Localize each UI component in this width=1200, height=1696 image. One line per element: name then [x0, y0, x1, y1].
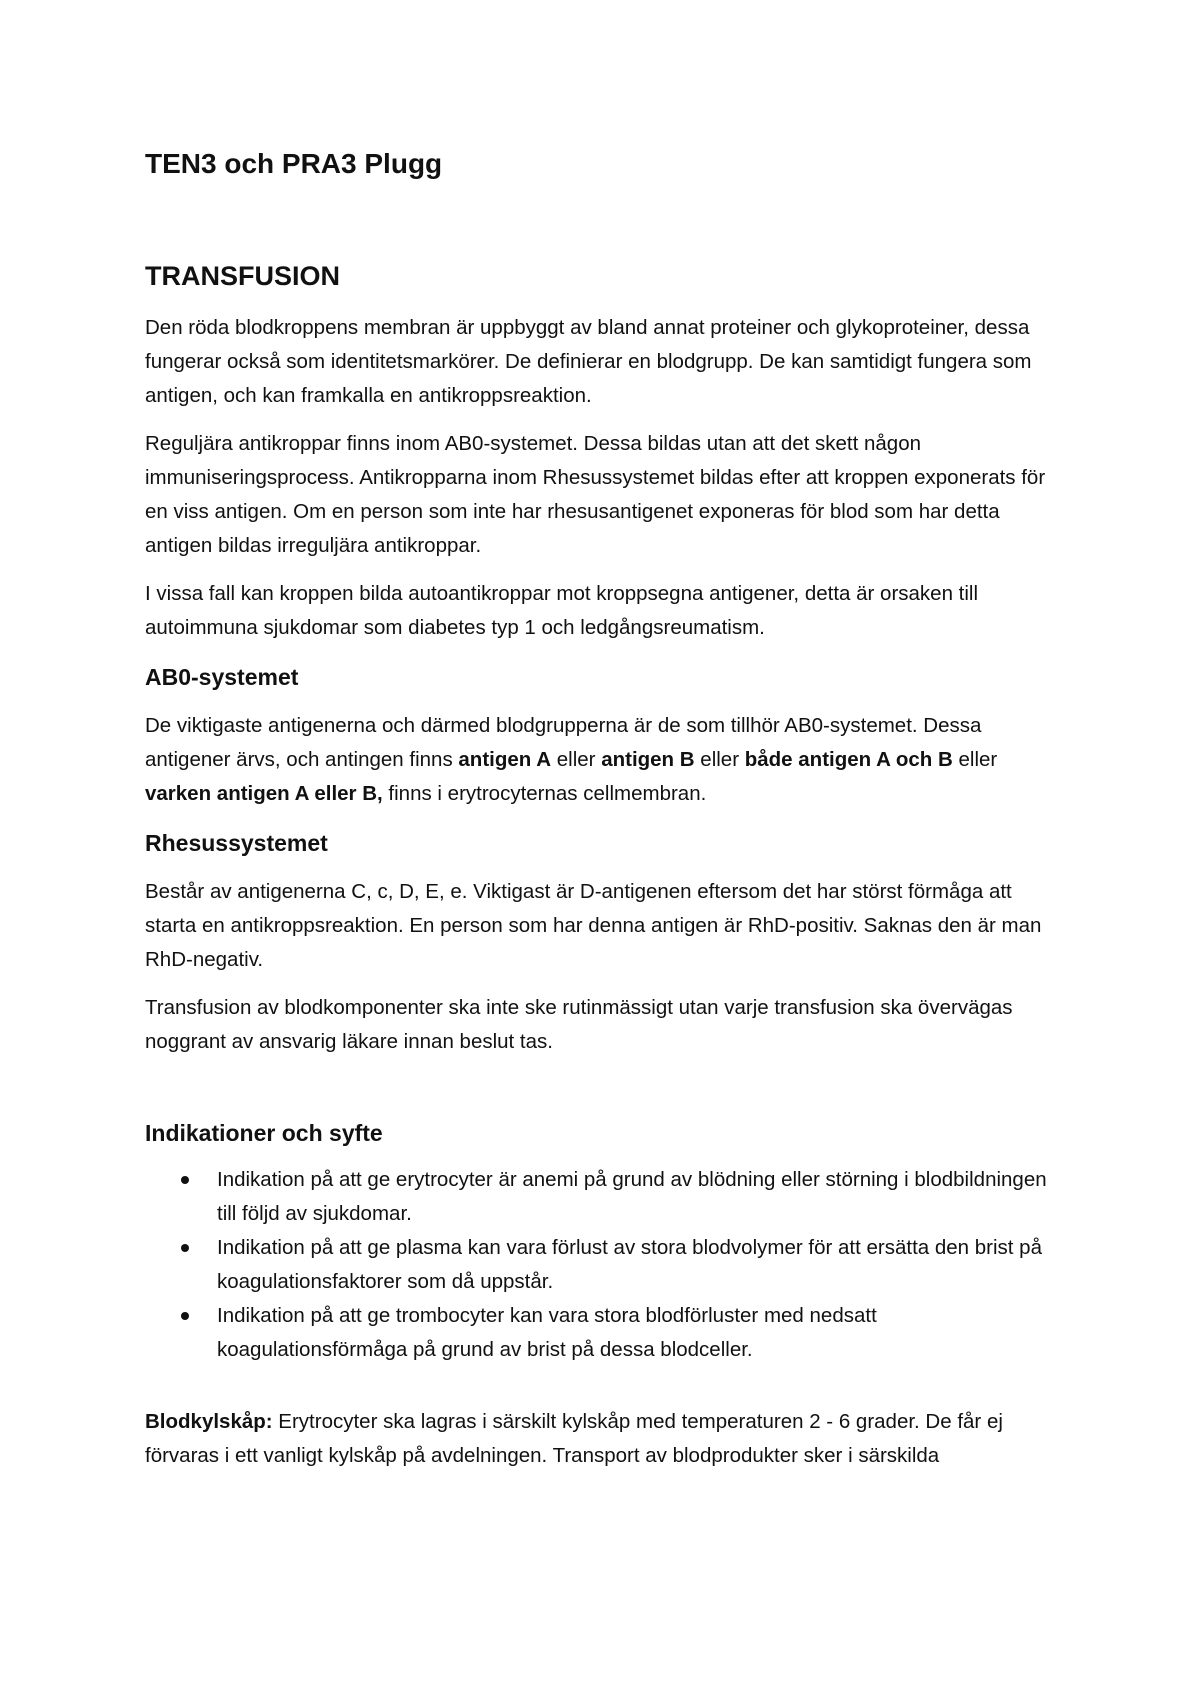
paragraph-membrane: Den röda blodkroppens membran är uppbyggt av bland annat proteiner och glykoproteiner, dessa fungerar också som identitetsmarkörer. De definierar en blodgrupp. De kan samtidigt fungera som antigen, och kan framkalla en antikroppsreaktion. — [145, 316, 1032, 407]
list-item — [217, 1163, 1065, 1231]
abo-text-1: De viktigaste antigenerna och därmed blodgrupperna är de som tillhör AB0-systemet. Dessa antigener ärvs, och antingen finns — [145, 714, 982, 771]
document-title: TEN3 och PRA3 Plugg — [145, 148, 443, 179]
abo-bold-both: både antigen A och B — [744, 748, 953, 771]
bullet-icon — [181, 1312, 189, 1320]
document-content — [145, 145, 1065, 1473]
subheading-rhesus: Rhesussystemet — [145, 830, 328, 856]
subheading-indications: Indikationer och syfte — [145, 1120, 383, 1146]
abo-text-3: eller — [694, 748, 745, 771]
abo-bold-antigen-a: antigen A — [458, 748, 552, 771]
abo-bold-neither: varken antigen A eller B, — [145, 782, 383, 805]
abo-text-4: eller — [952, 748, 998, 771]
paragraph-blood-fridge — [145, 1405, 1065, 1473]
list-item-text: Indikation på att ge trombocyter kan vara stora blodförluster med nedsatt koagulationsförmåga på grund av brist på dessa blodceller. — [217, 1304, 877, 1361]
abo-bold-antigen-b: antigen B — [601, 748, 695, 771]
abo-text-5: finns i erytrocyternas cellmembran. — [382, 782, 707, 805]
paragraph-autoantibodies: I vissa fall kan kroppen bilda autoantikroppar mot kroppsegna antigener, detta är orsaken till autoimmuna sjukdomar som diabetes typ 1 och ledgångsreumatism. — [145, 582, 979, 639]
subheading-abo: AB0-systemet — [145, 664, 299, 690]
fridge-label: Blodkylskåp: — [145, 1410, 273, 1433]
list-item-text: Indikation på att ge erytrocyter är anemi på grund av blödning eller störning i blodbildningen till följd av sjukdomar. — [217, 1168, 1047, 1225]
list-item — [217, 1231, 1065, 1299]
list-item-text: Indikation på att ge plasma kan vara förlust av stora blodvolymer för att ersätta den brist på koagulationsfaktorer som då uppstår. — [217, 1236, 1042, 1293]
paragraph-abo — [145, 709, 1065, 811]
abo-text-2: eller — [551, 748, 602, 771]
bullet-icon — [181, 1176, 189, 1184]
paragraph-transfusion-rules: Transfusion av blodkomponenter ska inte ske rutinmässigt utan varje transfusion ska övervägas noggrant av ansvarig läkare innan beslut tas. — [145, 996, 1013, 1053]
paragraph-regular-antibodies: Reguljära antikroppar finns inom AB0-systemet. Dessa bildas utan att det skett någon immuniseringsprocess. Antikropparna inom Rhesussystemet bildas efter att kroppen exponerats för en viss antigen. Om en person som inte har rhesusantigenet exponeras för blod som har detta antigen bildas irreguljära antikroppar. — [145, 432, 1046, 557]
section-heading-transfusion: TRANSFUSION — [145, 261, 340, 291]
list-item — [217, 1299, 1065, 1367]
indications-list — [145, 1163, 1065, 1367]
paragraph-rhesus: Består av antigenerna C, c, D, E, e. Viktigast är D-antigenen eftersom det har störst förmåga att starta en antikroppsreaktion. En person som har denna antigen är RhD-positiv. Saknas den är man RhD-negativ. — [145, 880, 1042, 971]
bullet-icon — [181, 1244, 189, 1252]
fridge-text: Erytrocyter ska lagras i särskilt kylskåp med temperaturen 2 - 6 grader. De får ej förvaras i ett vanligt kylskåp på avdelningen. Transport av blodprodukter sker i särskilda — [145, 1410, 1003, 1467]
